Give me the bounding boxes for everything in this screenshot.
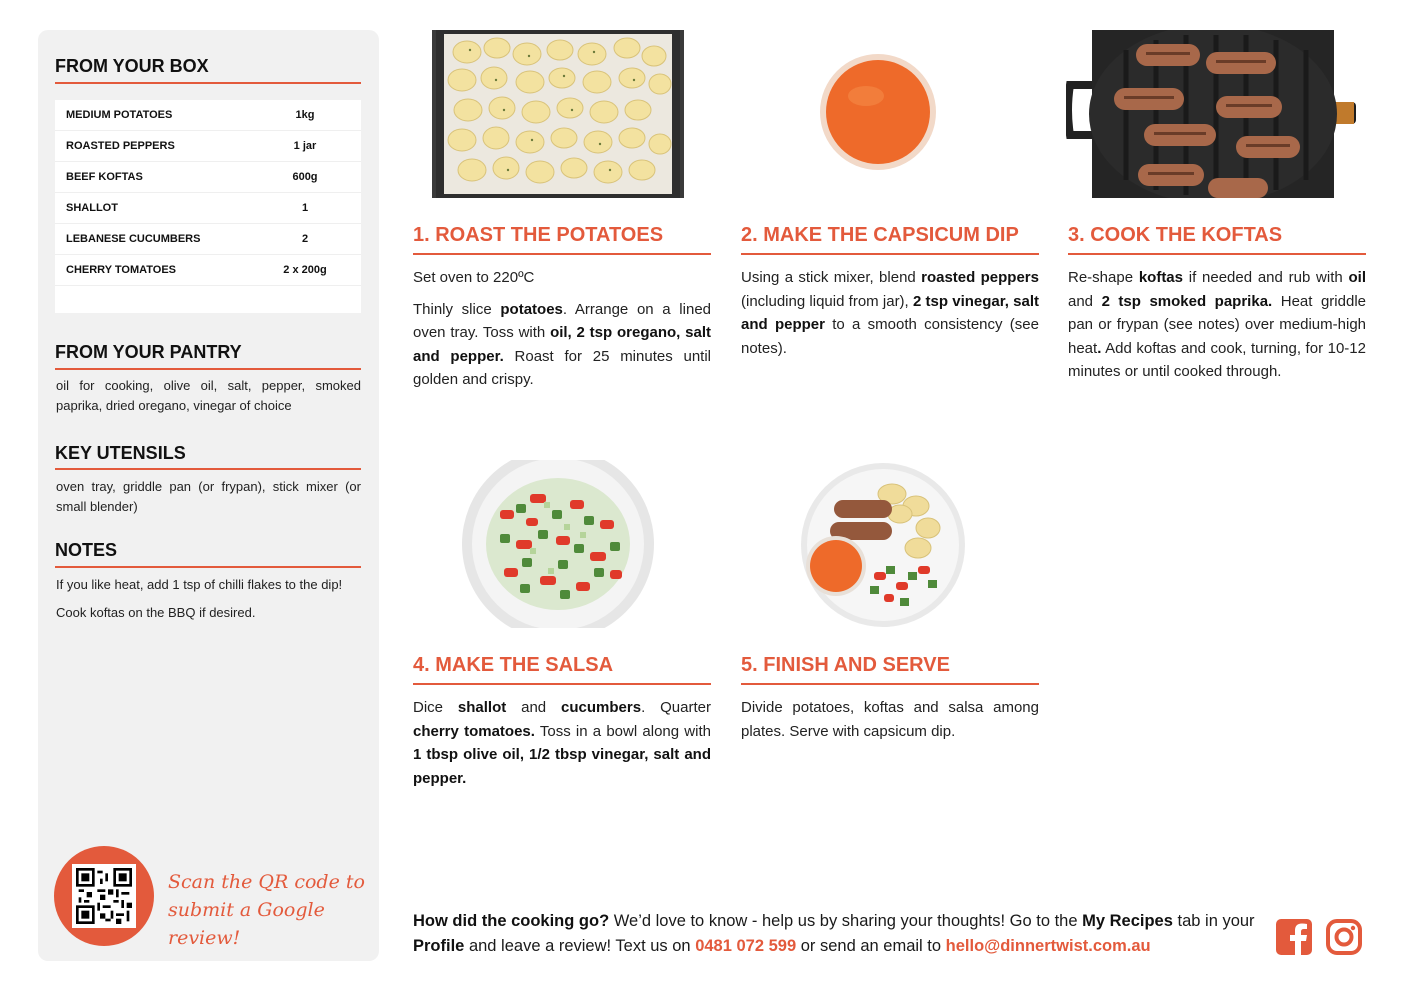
from-your-pantry-heading: FROM YOUR PANTRY — [55, 342, 242, 362]
ingredient-qty: 600g — [292, 171, 318, 183]
step-4-title: 4. MAKE THE SALSA — [413, 654, 614, 676]
step-2-paragraph — [741, 266, 1039, 360]
ingredient-name: ROASTED PEPPERS — [66, 140, 175, 152]
ingredient-name: BEEF KOFTAS — [66, 171, 143, 183]
divider — [1068, 253, 1366, 255]
text-bold: shallot — [457, 699, 507, 716]
step-5-title: 5. FINISH AND SERVE — [741, 654, 950, 676]
text-run: Heat griddle pan or frypan (see notes) over medium-high heat — [1068, 292, 1366, 357]
step-5-body — [741, 696, 1039, 751]
notes-list — [56, 575, 361, 631]
ingredient-row — [55, 224, 361, 255]
divider — [413, 253, 711, 255]
text-run: tab in your — [1172, 912, 1255, 930]
divider — [741, 683, 1039, 685]
step-3-body — [1068, 266, 1366, 392]
text-run: Add koftas and cook, turning, for 10-12 minutes or until cooked through. — [1068, 339, 1366, 380]
sidebar — [38, 30, 379, 961]
text-run: Roast for 25 minutes until golden and crispy. — [413, 347, 711, 388]
ingredient-row — [55, 255, 361, 286]
ingredient-qty: 1 — [301, 202, 309, 214]
text-bold: 2 tsp vinegar, salt and pepper — [741, 292, 1040, 333]
phone-link[interactable]: 0481 072 599 — [695, 937, 797, 955]
instagram-icon[interactable] — [1325, 918, 1363, 956]
ingredient-name: CHERRY TOMATOES — [66, 264, 177, 276]
text-run: to a smooth consistency (see notes). — [741, 316, 1039, 357]
from-your-box-heading: FROM YOUR BOX — [55, 56, 209, 76]
divider — [55, 566, 361, 568]
ingredient-row — [55, 162, 361, 193]
text-run: . Arrange on a lined oven tray. Toss with — [413, 300, 712, 341]
text-bold: cucumbers — [561, 699, 642, 716]
ingredient-qty: 2 x 200g — [283, 264, 327, 276]
step-3-image — [1066, 30, 1356, 198]
divider — [55, 368, 361, 370]
ingredient-row — [55, 100, 361, 131]
text-run: and — [506, 699, 562, 716]
text-run: if needed and rub with — [1183, 269, 1349, 286]
step-1-body — [413, 266, 711, 400]
text-bold: 1 tbsp olive oil, 1/2 tbsp vinegar, salt and pepper. — [413, 746, 711, 787]
text-run: and leave a review! Text us on — [464, 937, 696, 955]
step-4-image — [460, 460, 656, 628]
text-bold: oil, 2 tsp oregano, salt and pepper. — [413, 324, 711, 365]
step-2-title: 2. MAKE THE CAPSICUM DIP — [741, 224, 1019, 246]
step-4-paragraph — [413, 696, 711, 790]
divider — [55, 82, 361, 84]
qr-code-icon[interactable] — [72, 864, 136, 928]
pantry-text: oil for cooking, olive oil, salt, pepper, smoked paprika, dried oregano, vinegar of choice — [56, 378, 361, 413]
ingredient-name: SHALLOT — [66, 202, 118, 214]
note-item: If you like heat, add 1 tsp of chilli flakes to the dip! — [56, 577, 343, 592]
ingredients-table — [55, 100, 361, 313]
text-bold: koftas — [1138, 269, 1183, 286]
text-bold: My Recipes — [1082, 912, 1173, 930]
qr-caption-line: submit a Google review! — [168, 899, 325, 949]
ingredient-row — [55, 193, 361, 224]
ingredient-qty: 2 — [301, 233, 309, 245]
text-run: (including liquid from jar), — [741, 292, 913, 310]
ingredient-name: LEBANESE CUCUMBERS — [66, 233, 201, 245]
step-1-paragraph — [413, 298, 711, 392]
text-run: . Quarter — [641, 699, 711, 716]
text-bold: 2 tsp smoked paprika. — [1101, 292, 1273, 310]
text-bold: How did the cooking go? — [413, 912, 610, 930]
text-run: We’d love to know - help us by sharing your thoughts! Go to the — [609, 912, 1083, 930]
text-run: or send an email to — [796, 937, 946, 955]
email-link[interactable]: hello@dinnertwist.com.au — [945, 937, 1151, 955]
note-item: Cook koftas on the BBQ if desired. — [56, 605, 256, 620]
feedback-footer — [413, 909, 1263, 959]
qr-badge[interactable] — [54, 846, 154, 946]
text-run: Toss in a bowl along with — [534, 722, 711, 740]
text-bold: . — [1097, 339, 1102, 357]
facebook-icon[interactable] — [1275, 918, 1313, 956]
text-bold: roasted peppers — [921, 269, 1039, 286]
qr-caption-line: Scan the QR code to — [168, 871, 365, 893]
step-5-image — [800, 462, 966, 628]
text-run: Using a stick mixer, blend — [741, 269, 922, 286]
step-5-paragraph: Divide potatoes, koftas and salsa among plates. Serve with capsicum dip. — [741, 699, 1039, 740]
text-run: and — [1068, 292, 1102, 310]
utensils-text: oven tray, griddle pan (or frypan), stick mixer (or small blender) — [56, 479, 361, 514]
text-bold: cherry tomatoes. — [413, 722, 535, 740]
step-1-paragraph: Set oven to 220ºC — [413, 269, 535, 286]
text-run: Thinly slice — [413, 300, 501, 318]
divider — [413, 683, 711, 685]
step-3-title: 3. COOK THE KOFTAS — [1068, 224, 1283, 246]
step-2-body — [741, 266, 1039, 368]
qr-caption — [168, 868, 368, 952]
step-4-body — [413, 696, 711, 798]
ingredient-qty: 1 jar — [293, 140, 317, 152]
notes-heading: NOTES — [55, 540, 118, 560]
ingredient-qty: 1kg — [295, 109, 315, 121]
text-run: Dice — [413, 699, 458, 716]
divider — [741, 253, 1039, 255]
step-2-image — [818, 52, 938, 172]
key-utensils-heading: KEY UTENSILS — [55, 443, 186, 463]
ingredient-row — [55, 131, 361, 162]
text-bold: potatoes — [500, 300, 563, 318]
text-bold: Profile — [413, 937, 465, 955]
text-bold: oil — [1348, 269, 1366, 286]
text-run: Re-shape — [1068, 269, 1139, 286]
step-1-image — [432, 30, 684, 198]
step-1-title: 1. ROAST THE POTATOES — [413, 224, 664, 246]
ingredient-name: MEDIUM POTATOES — [66, 109, 173, 121]
divider — [55, 468, 361, 470]
step-3-paragraph — [1068, 266, 1366, 384]
